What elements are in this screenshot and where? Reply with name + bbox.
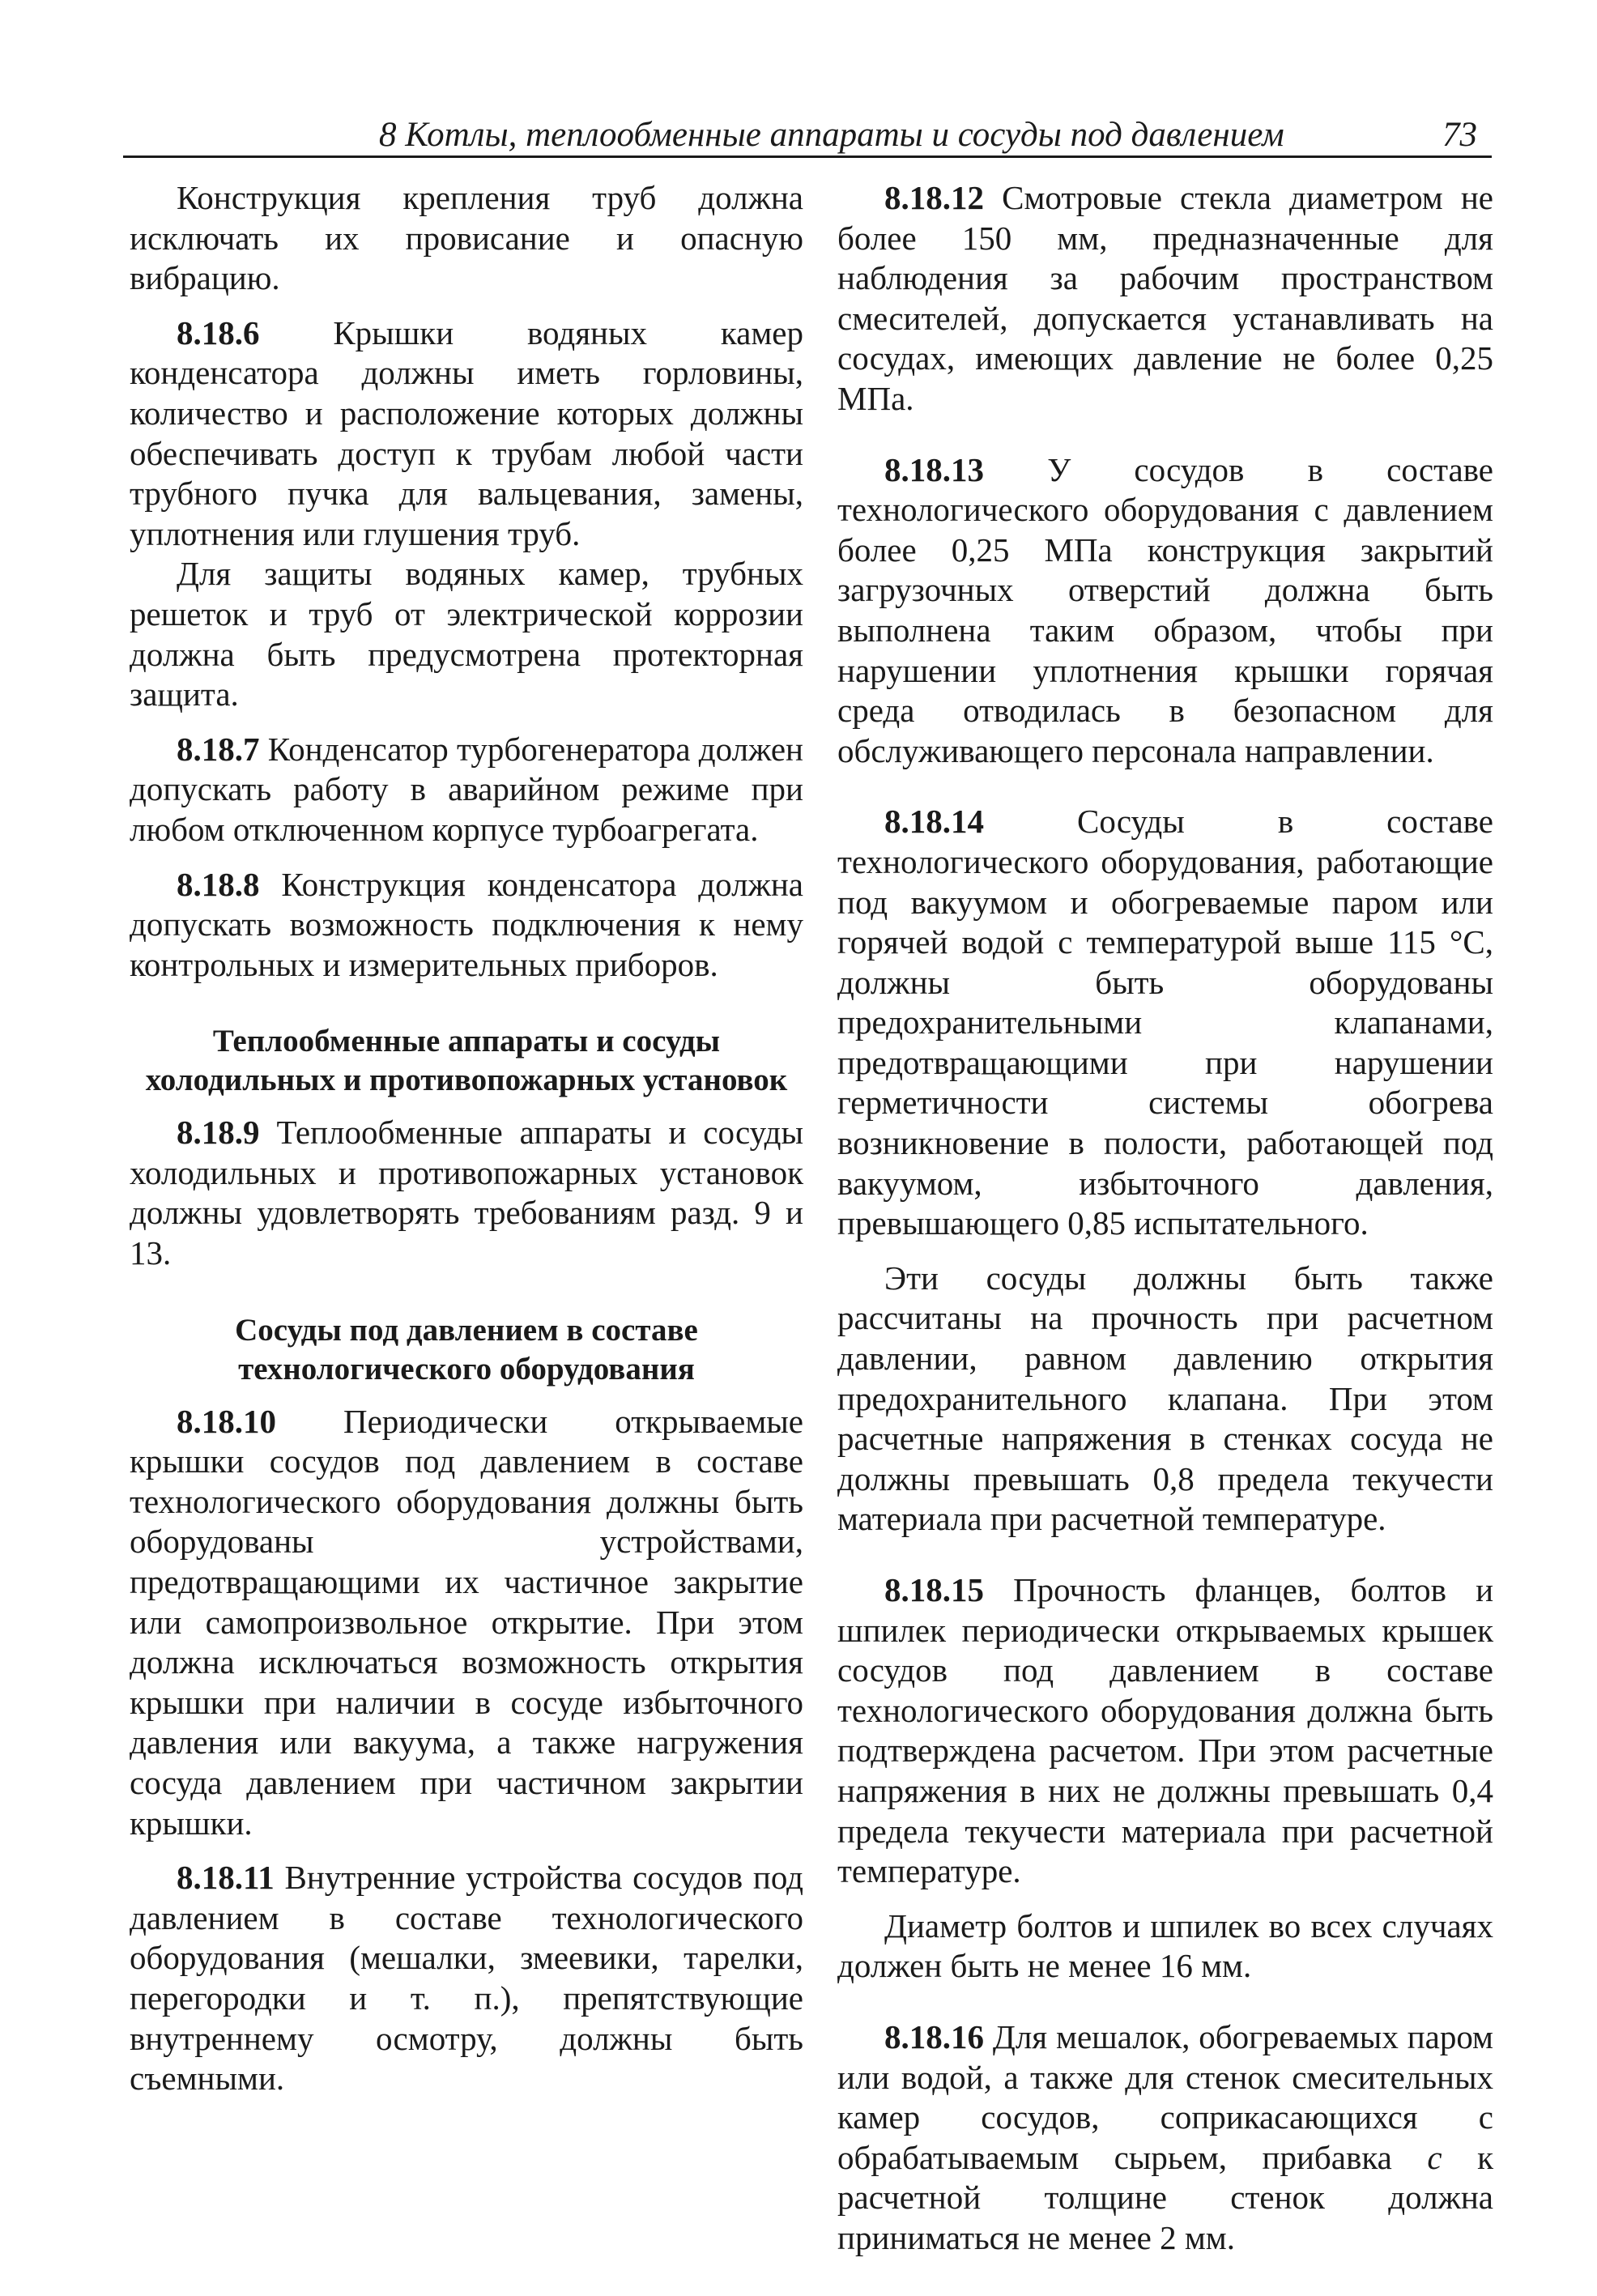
- clause-text: Конденсатор турбогенератора должен допускать работу в аварийном режиме при любом отключенном корпусе турбоагрегата.: [130, 730, 804, 848]
- clause-text: Сосуды в составе технологического оборудования, работающие под вакуумом и обогреваемые паром или горячей водой с температурой выше 115 °С, должны быть оборудованы предохранительными клапанами, предотвращающими при нарушении герметичности системы обогрева возникновение в полости, работающей под вакуумом, избыточного давления, превышающего 0,85 испытательного.: [837, 803, 1493, 1242]
- paragraph-8-18-10: [130, 1402, 803, 1844]
- paragraph-8-18-16: [837, 2017, 1493, 2259]
- left-column: [130, 178, 803, 2099]
- clause-text: Для мешалок, обогреваемых паром или водой, а также для стенок смесительных камер сосудов, соприкасающихся с обрабатываемым сырьем, прибавка: [837, 2017, 1493, 2176]
- clause-number: 8.18.9: [177, 1114, 260, 1152]
- paragraph-8-18-5-continuation: Конструкция крепления труб должна исключать их провисание и опасную вибрацию.: [130, 179, 803, 297]
- running-header: [123, 105, 1492, 158]
- clause-number: 8.18.7: [177, 730, 260, 768]
- clause-number: 8.18.14: [884, 803, 984, 841]
- clause-text: Прочность фланцев, болтов и шпилек периодически открываемых крышек сосудов под давлением в составе технологического оборудования должна быть подтверждена расчетом. При этом расчетные напряжения в них не должны превышать 0,4 предела текучести материала при расчетной температуре.: [837, 1571, 1494, 1890]
- clause-text: к расчетной толщине стенок должна приниматься не менее 2 мм.: [837, 2138, 1493, 2256]
- clause-text: Внутренние устройства сосудов под давлением в составе технологического оборудования (мешалки, змеевики, тарелки, перегородки и т. п.), препятствующие внутреннему осмотру, должны быть съемными.: [130, 1859, 803, 2098]
- paragraph-8-18-14-continuation: Эти сосуды должны быть также рассчитаны на прочность при расчетном давлении, равном давлению открытия предохранительного клапана. При этом расчетные напряжения в стенках сосуда не должны превышать 0,8 предела текучести материала при расчетной температуре.: [837, 1259, 1493, 1538]
- clause-text: Конструкция конденсатора должна допускать возможность подключения к нему контрольных и измерительных приборов.: [130, 865, 803, 983]
- clause-number: 8.18.8: [177, 865, 260, 903]
- section-heading-pressure-vessels: Сосуды под давлением в составе технологического оборудования: [235, 1312, 698, 1387]
- allowance-symbol: с: [1427, 2138, 1442, 2176]
- paragraph-8-18-6-continuation: Для защиты водяных камер, трубных решеток и труб от электрической коррозии должна быть предусмотрена протекторная защита.: [130, 555, 803, 714]
- section-heading-heat-exchangers: Теплообменные аппараты и сосуды холодильных и противопожарных установок: [145, 1024, 788, 1098]
- clause-text: У сосудов в составе технологического оборудования с давлением более 0,25 МПа конструкция закрытий загрузочных отверстий должна быть выполнена таким образом, чтобы при нарушении уплотнения крышки горячая среда отводилась в безопасном для обслуживающего персонала направлении.: [837, 450, 1493, 769]
- clause-number: 8.18.10: [177, 1402, 276, 1440]
- paragraph-8-18-8: [130, 865, 803, 986]
- right-column: [837, 178, 1493, 2259]
- paragraph-8-18-9: [130, 1113, 803, 1273]
- paragraph-8-18-12: [837, 178, 1493, 420]
- paragraph-8-18-13: [837, 450, 1493, 772]
- running-title: 8 Котлы, теплообменные аппараты и сосуды под давлением: [379, 116, 1284, 154]
- clause-number: 8.18.11: [177, 1859, 275, 1897]
- page-number: 73: [1442, 116, 1477, 154]
- clause-text: Смотровые стекла диаметром не более 150 мм, предназначенные для наблюдения за рабочим пространством смесителей, допускается устанавливать на сосудах, имеющих давление не более 0,25 МПа.: [837, 179, 1494, 417]
- clause-text: Периодически открываемые крышки сосудов под давлением в составе технологического оборудования должны быть оборудованы устройствами, предотвращающими их частичное закрытие или самопроизвольное открытие. При этом должна исключаться возможность открытия крышки при наличии в сосуде избыточного давления или вакуума, а также нагружения сосуда давлением при частичном закрытии крышки.: [130, 1402, 804, 1842]
- clause-number: 8.18.16: [884, 2017, 984, 2055]
- paragraph-8-18-14: [837, 802, 1493, 1244]
- paragraph-8-18-15-continuation: Диаметр болтов и шпилек во всех случаях должен быть не менее 16 мм.: [837, 1906, 1493, 1985]
- clause-text: Теплообменные аппараты и сосуды холодильных и противопожарных установок должны удовлетворять требованиям разд. 9 и 13.: [130, 1114, 804, 1272]
- paragraph-8-18-7: [130, 730, 803, 850]
- clause-text: Крышки водяных камер конденсатора должны иметь горловины, количество и расположение которых должны обеспечивать доступ к трубам любой части трубного пучка для вальцевания, замены, уплотнения или глушения труб.: [130, 313, 803, 552]
- clause-number: 8.18.6: [177, 313, 260, 351]
- clause-number: 8.18.13: [884, 450, 984, 488]
- clause-number: 8.18.12: [884, 179, 984, 216]
- paragraph-8-18-11: [130, 1858, 803, 2099]
- paragraph-8-18-15: [837, 1570, 1493, 1892]
- paragraph-8-18-6: [130, 313, 803, 555]
- clause-number: 8.18.15: [884, 1571, 984, 1608]
